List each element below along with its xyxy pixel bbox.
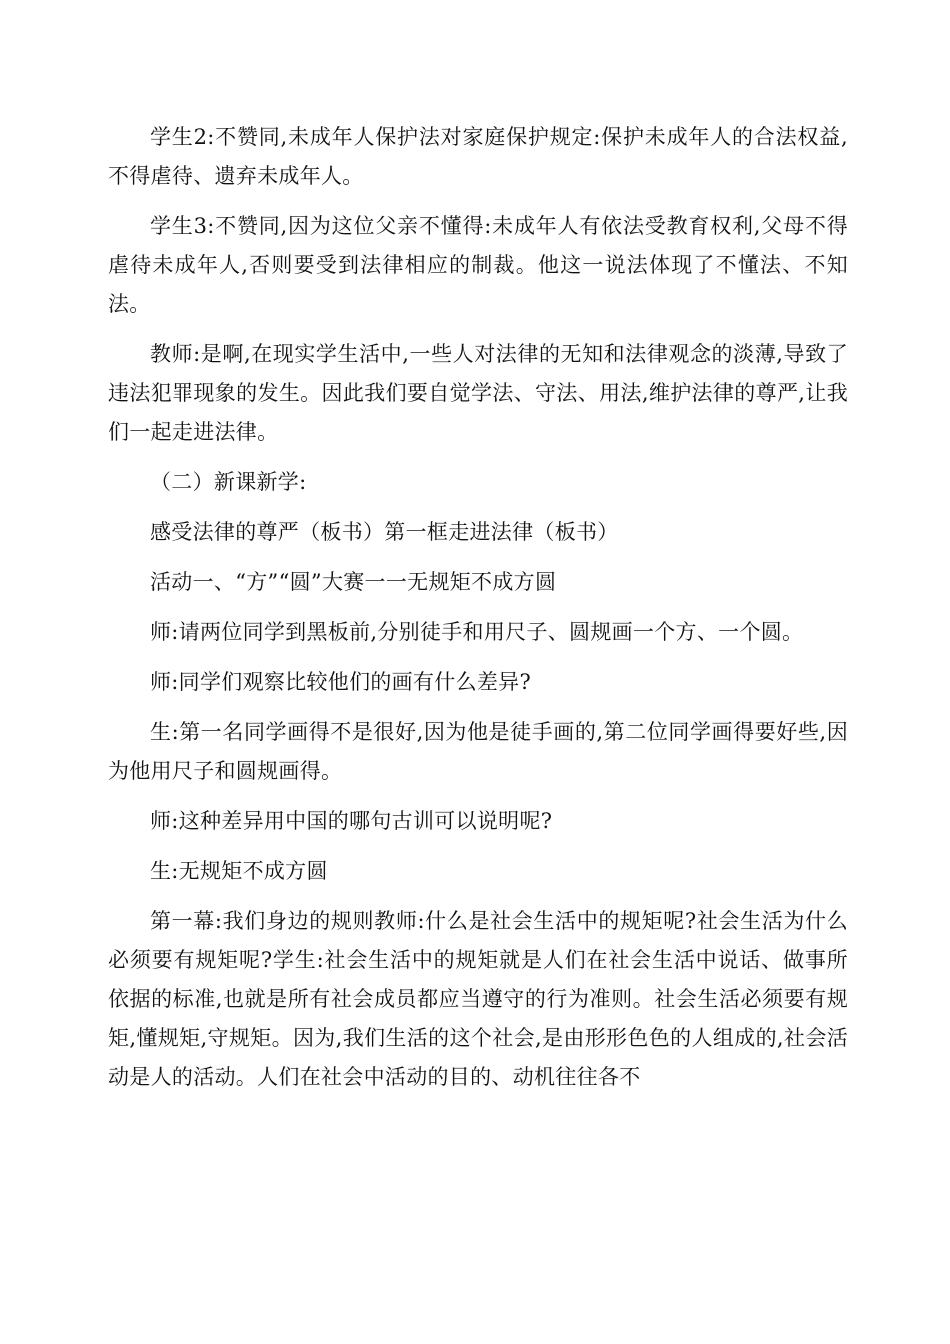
- paragraph-teacher-question: 师:同学们观察比较他们的画有什么差异?: [150, 670, 532, 694]
- activity-heading: 活动一、“方”“圆”大赛一一无规矩不成方圆: [150, 570, 557, 594]
- paragraph-student-2: 学生2:不赞同,未成年人保护法对家庭保护规定:保护未成年人的合法权益,不得虐待、遗弃未成年人。: [108, 125, 848, 188]
- section-heading-new-lesson: （二）新课新学:: [150, 470, 307, 494]
- paragraph-student-answer: 生:第一名同学画得不是很好,因为他是徒手画的,第二位同学画得要好些,因为他用尺子和圆规画得。: [108, 720, 848, 783]
- paragraph-teacher: 教师:是啊,在现实学生活中,一些人对法律的无知和法律观念的淡薄,导致了违法犯罪现象的发生。因此我们要自觉学法、守法、用法,维护法律的尊严,让我们一起走进法律。: [108, 342, 848, 444]
- paragraph-student-3: 学生3:不赞同,因为这位父亲不懂得:未成年人有依法受教育权利,父母不得虐待未成年人,否则要受到法律相应的制裁。他这一说法体现了不懂法、不知法。: [108, 214, 848, 316]
- document-body: [108, 118, 848, 1108]
- paragraph-teacher-question-2: 师:这种差异用中国的哪句古训可以说明呢?: [150, 809, 553, 833]
- paragraph-scene-one: 第一幕:我们身边的规则教师:什么是社会生活中的规矩呢?社会生活为什么必须要有规矩呢?学生:社会生活中的规矩就是人们在社会生活中说话、做事所依据的标准,也就是所有社会成员都应当遵守的行为准则。社会生活必须要有规矩,懂规矩,守规矩。因为,我们生活的这个社会,是由形形色色的人组成的,社会活动是人的活动。人们在社会中活动的目的、动机往往各不: [108, 909, 848, 1089]
- lesson-title: 感受法律的尊严（板书）第一框走进法律（板书）: [150, 520, 619, 544]
- paragraph-student-answer-2: 生:无规矩不成方圆: [150, 859, 328, 883]
- paragraph-teacher-instruction: 师:请两位同学到黑板前,分别徒手和用尺子、圆规画一个方、一个圆。: [150, 620, 804, 644]
